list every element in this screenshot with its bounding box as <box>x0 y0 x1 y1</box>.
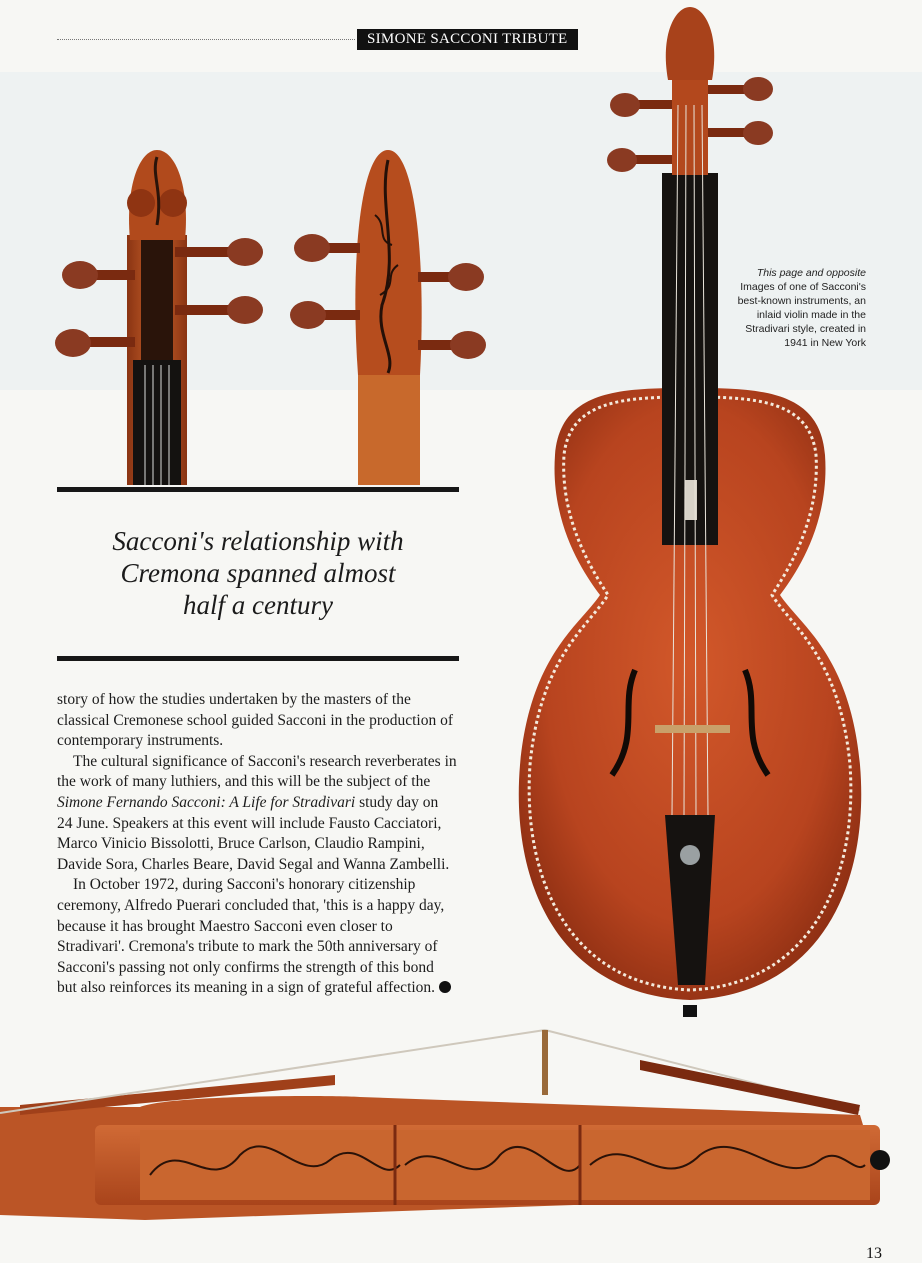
scroll-photo-back <box>280 145 495 485</box>
paragraph-2-rest: study day on 24 June. Speakers at this event will include Fausto Cacciatori, Marco Vinicio Bissolotti, Bruce Carlson, Claudio Rampini, Davide Sora, Charles Beare, David Segal and Wanna Zambelli. <box>57 793 450 873</box>
photo-caption <box>730 266 866 350</box>
pull-quote: Sacconi's relationship with Cremona spanned almost half a century <box>112 526 404 620</box>
pull-quote-rule-bottom <box>57 656 459 661</box>
violin-side-photo <box>0 1025 900 1230</box>
scroll-photo-front <box>45 145 270 485</box>
study-day-title: Simone Fernando Sacconi: A Life for Stradivari <box>57 793 356 811</box>
paragraph-3 <box>57 875 457 999</box>
end-mark-icon <box>439 981 451 993</box>
paragraph-2 <box>57 752 457 876</box>
article-body <box>57 690 457 999</box>
paragraph-3-text: In October 1972, during Sacconi's honorary citizenship ceremony, Alfredo Puerari concluded that, 'this is a happy day, because it has brought Maestro Sacconi even closer to Stradivari'. Cremona's tribute to mark the 50th anniversary of Sacconi's passing not only confirms the strength of this bond but also reinforces its meaning in a sign of grateful affection. <box>57 876 445 997</box>
pull-quote-rule-top <box>57 487 459 492</box>
page-number: 13 <box>866 1245 882 1262</box>
caption-lead: This page and opposite <box>756 267 866 279</box>
caption-text: Images of one of Sacconi's best-known instruments, an inlaid violin made in the Stradivari style, created in 1941 in New York <box>737 281 866 349</box>
section-tag: SIMONE SACCONI TRIBUTE <box>357 29 578 50</box>
header-rule <box>57 39 355 40</box>
paragraph-2-lead: The cultural significance of Sacconi's research reverberates in the work of many luthiers, and this will be the subject of the <box>57 752 457 791</box>
paragraph-1: story of how the studies undertaken by the masters of the classical Cremonese school guided Sacconi in the production of contemporary instruments. <box>57 691 454 750</box>
violin-front-photo <box>500 5 890 1020</box>
